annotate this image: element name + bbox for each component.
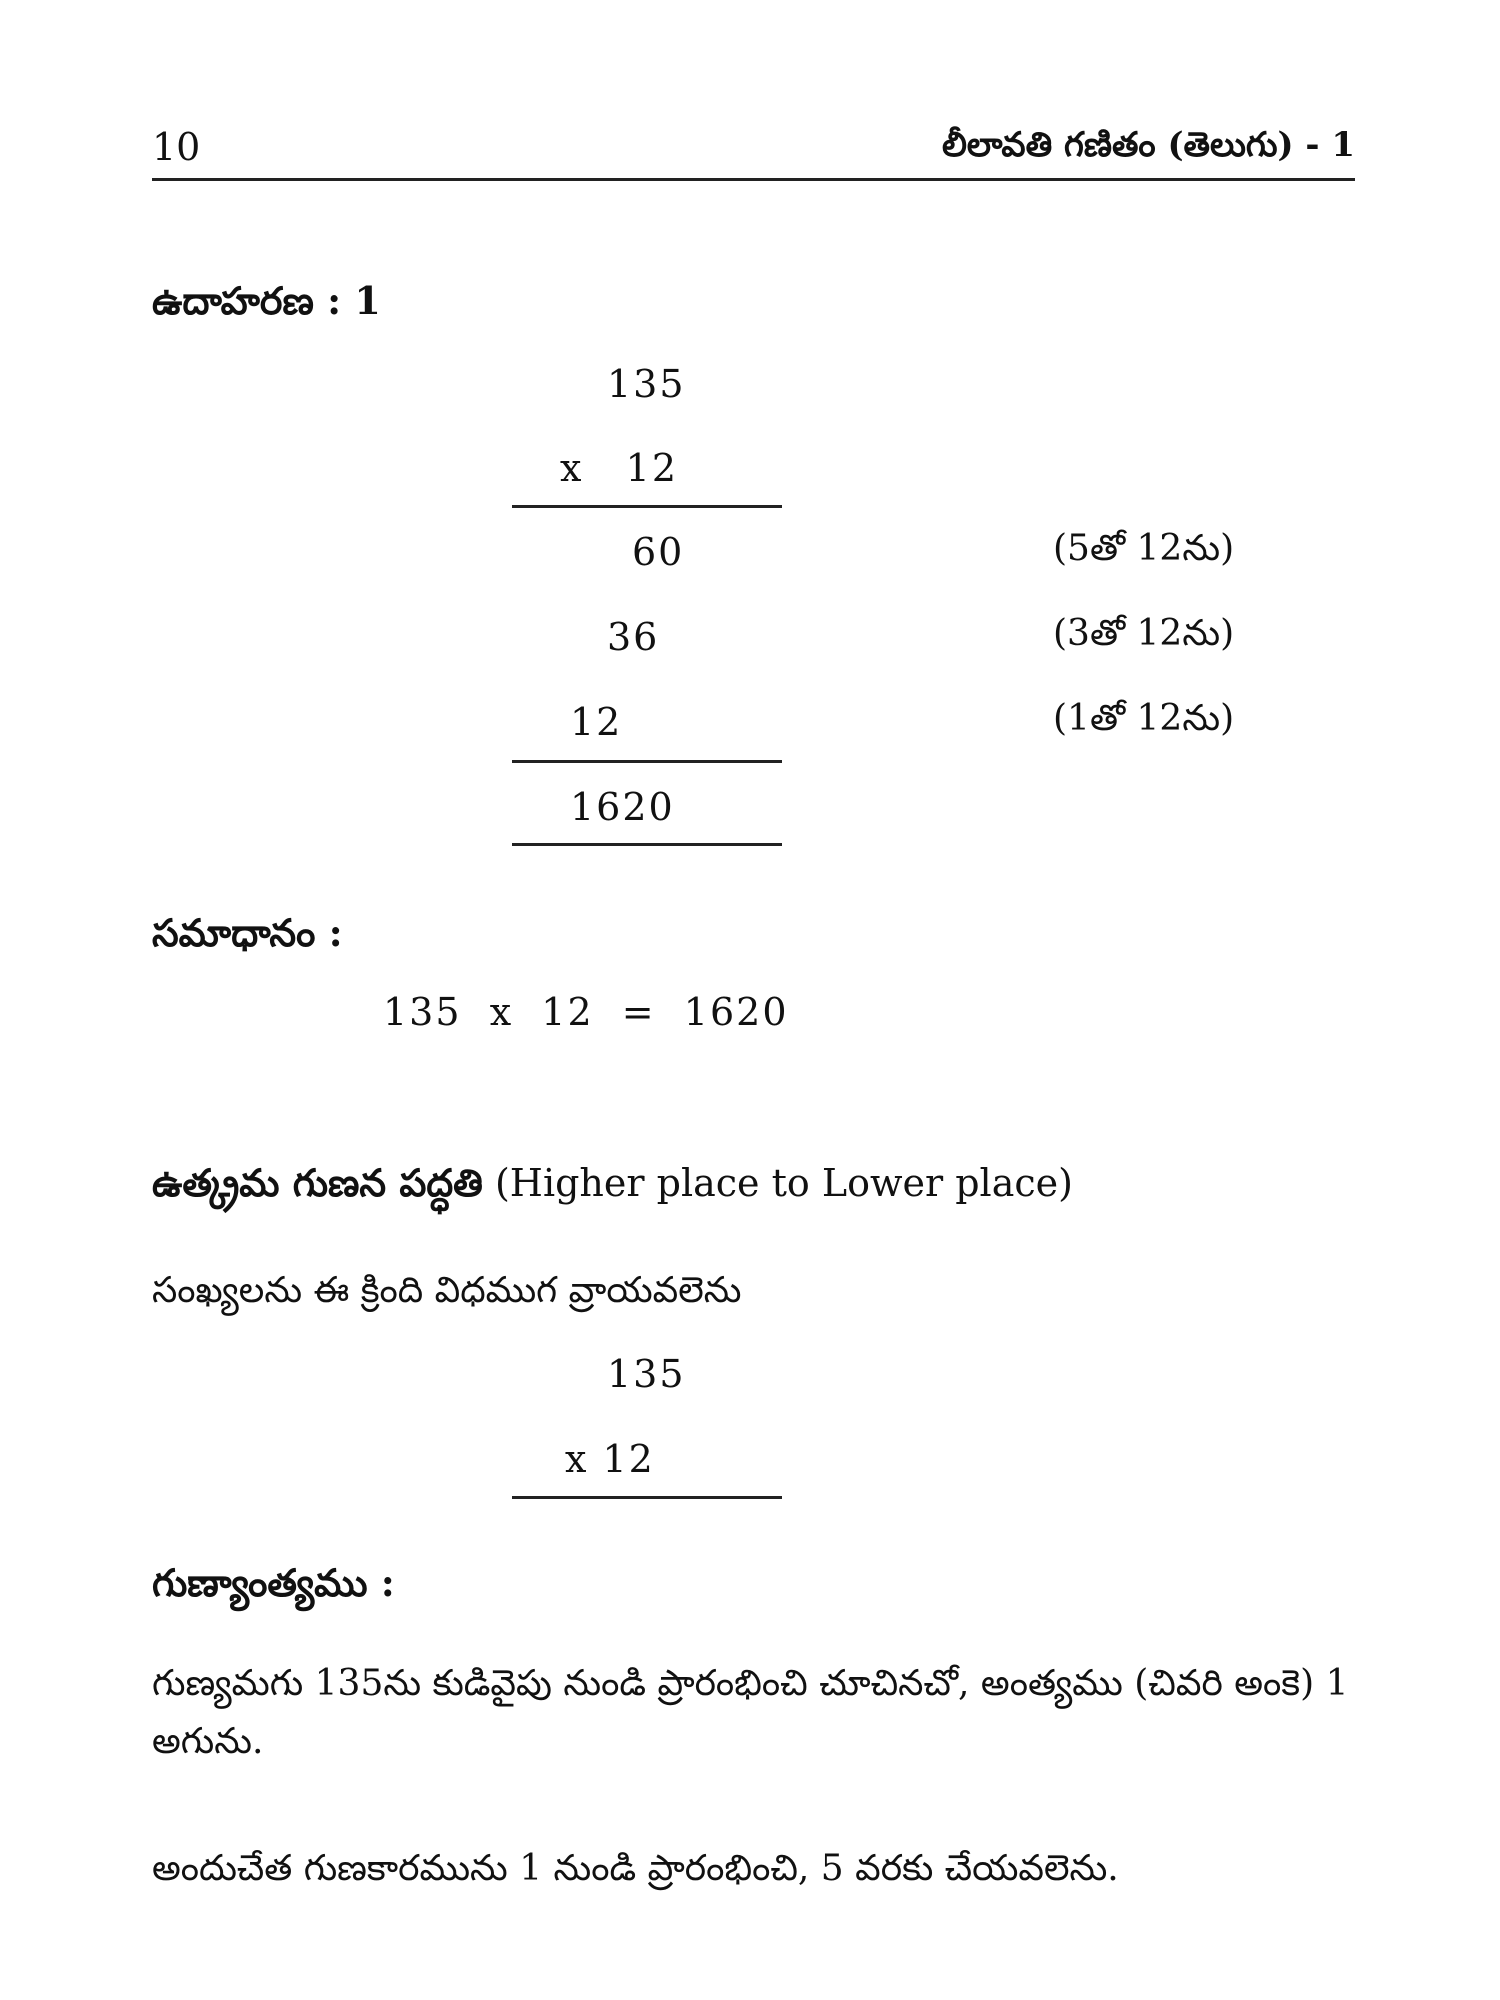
solution-heading: సమాధానం : (152, 910, 343, 955)
method-heading: ఉత్క్రమ గుణన పద్ధతి (152, 1160, 483, 1205)
method-multiplier-rule (512, 1496, 782, 1499)
example-result: 1620 (570, 785, 675, 829)
partial-product-3: 12 (570, 700, 623, 744)
header-rule (152, 178, 1355, 181)
page-number: 10 (152, 125, 201, 169)
solution-equation: 135 x 12 = 1620 (383, 990, 789, 1034)
multiplicand-end-paragraph-1: గుణ్యమగు 135ను కుడివైపు నుండి ప్రారంభించి చూచినచో, అంత్యము (చివరి అంకె) 1 అగును. (152, 1663, 1349, 1762)
partial-product-1: 60 (632, 530, 685, 574)
example-multiplier-rule (512, 505, 782, 508)
method-multiplicand: 135 (607, 1352, 686, 1396)
result-rule (512, 843, 782, 846)
multiplicand-end-paragraph-2: అందుచేత గుణకారమును 1 నుండి ప్రారంభించి, 5 వరకు చేయవలెను. (152, 1848, 1119, 1889)
partial-note-3: (1తో 12ను) (1053, 698, 1235, 739)
book-title: లీలావతి గణితం (తెలుగు) - 1 (941, 125, 1355, 165)
multiplicand-end-heading: గుణ్యాంత్యము : (152, 1560, 395, 1605)
example-multiplier: x 12 (560, 446, 679, 490)
method-instruction: సంఖ్యలను ఈ క్రింది విధముగ వ్రాయవలెను (152, 1270, 742, 1311)
partial-note-1: (5తో 12ను) (1053, 528, 1235, 569)
method-heading-english: (Higher place to Lower place) (494, 1161, 1073, 1205)
partials-rule (512, 760, 782, 763)
method-heading-line (152, 1160, 1073, 1215)
partial-note-2: (3తో 12ను) (1053, 613, 1235, 654)
partial-product-2: 36 (607, 615, 660, 659)
method-multiplier: x 12 (565, 1437, 655, 1481)
example-multiplicand: 135 (607, 362, 686, 406)
example-heading: ఉదాహరణ : 1 (152, 278, 381, 323)
